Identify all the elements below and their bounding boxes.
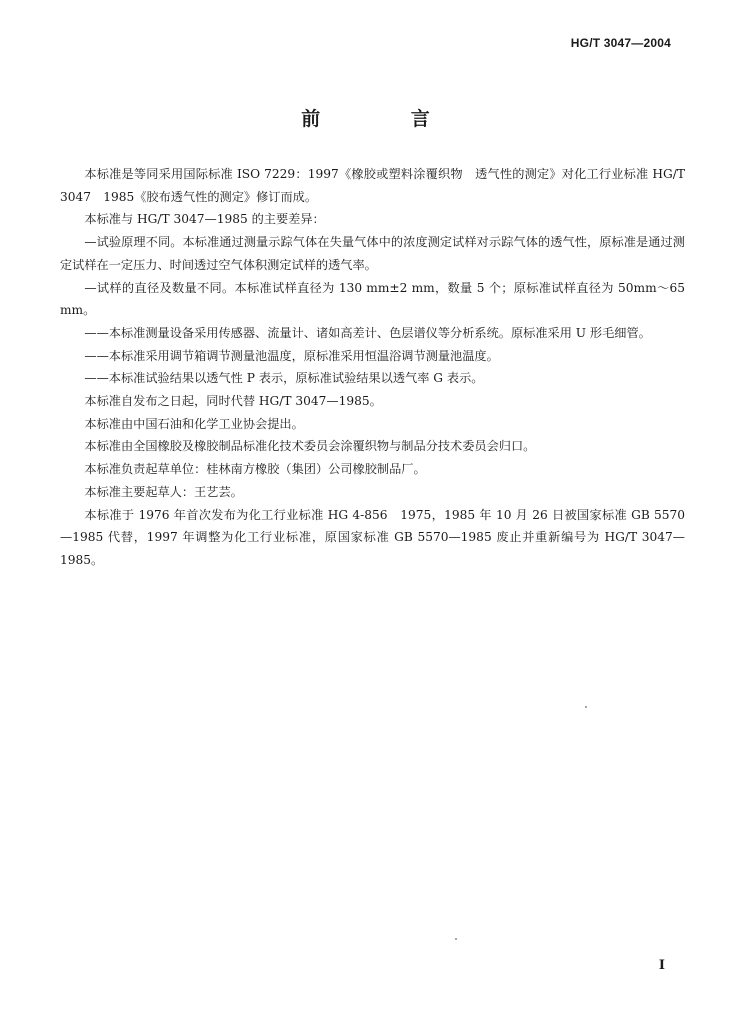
paragraph-diff-temperature: ——本标准采用调节箱调节测量池温度，原标准采用恒温浴调节测量池温度。	[84, 348, 499, 363]
paragraph-drafting-unit: 本标准负责起草单位：桂林南方橡胶（集团）公司橡胶制品厂。	[84, 462, 426, 477]
paragraph-differences-intro: 本标准与 HG/T 3047—1985 的主要差异：	[84, 212, 325, 227]
paragraph-proposer: 本标准由中国石油和化学工业协会提出。	[84, 416, 304, 431]
page-title: 前 言	[301, 108, 472, 130]
page-number: I	[658, 958, 665, 973]
foreword-body	[60, 163, 685, 572]
paragraph-replacement: 本标准自发布之日起，同时代替 HG/T 3047—1985。	[84, 394, 382, 409]
paragraph-diff-equipment: ——本标准测量设备采用传感器、流量计、诸如高差计、色层谱仪等分析系统。原标准采用 U 形毛细管。	[84, 325, 651, 340]
paragraph-drafters: 本标准主要起草人：王艺芸。	[84, 484, 243, 499]
paragraph-adoption: 本标准是等同采用国际标准 ISO 7229：1997《橡胶或塑料涂覆织物 透气性的测定》对化工行业标准 HG/T 3047 1985《胶布透气性的测定》修订而成。	[60, 167, 685, 204]
standard-code: HG/T 3047—2004	[570, 36, 671, 50]
paragraph-committee: 本标准由全国橡胶及橡胶制品标准化技术委员会涂覆织物与制品分技术委员会归口。	[84, 439, 536, 454]
paragraph-history: 本标准于 1976 年首次发布为化工行业标准 HG 4-856 1975，1985 年 10 月 26 日被国家标准 GB 5570—1985 代替，1997 年调整为化工行业标准，原国家标准 GB 5570—1985 废止并重新编号为 HG/T 3047—1985。	[60, 507, 685, 567]
paragraph-diff-specimen: —试样的直径及数量不同。本标准试样直径为 130 mm±2 mm，数量 5 个；原标准试样直径为 50mm～65 mm。	[60, 280, 685, 318]
scan-speck	[455, 938, 457, 940]
paragraph-diff-result: ——本标准试验结果以透气性 P 表示，原标准试验结果以透气率 G 表示。	[84, 371, 484, 386]
scan-speck	[585, 706, 587, 708]
paragraph-diff-principle: —试验原理不同。本标准通过测量示踪气体在失量气体中的浓度测定试样对示踪气体的透气性，原标准是通过测定试样在一定压力、时间透过空气体积测定试样的透气率。	[60, 235, 685, 272]
